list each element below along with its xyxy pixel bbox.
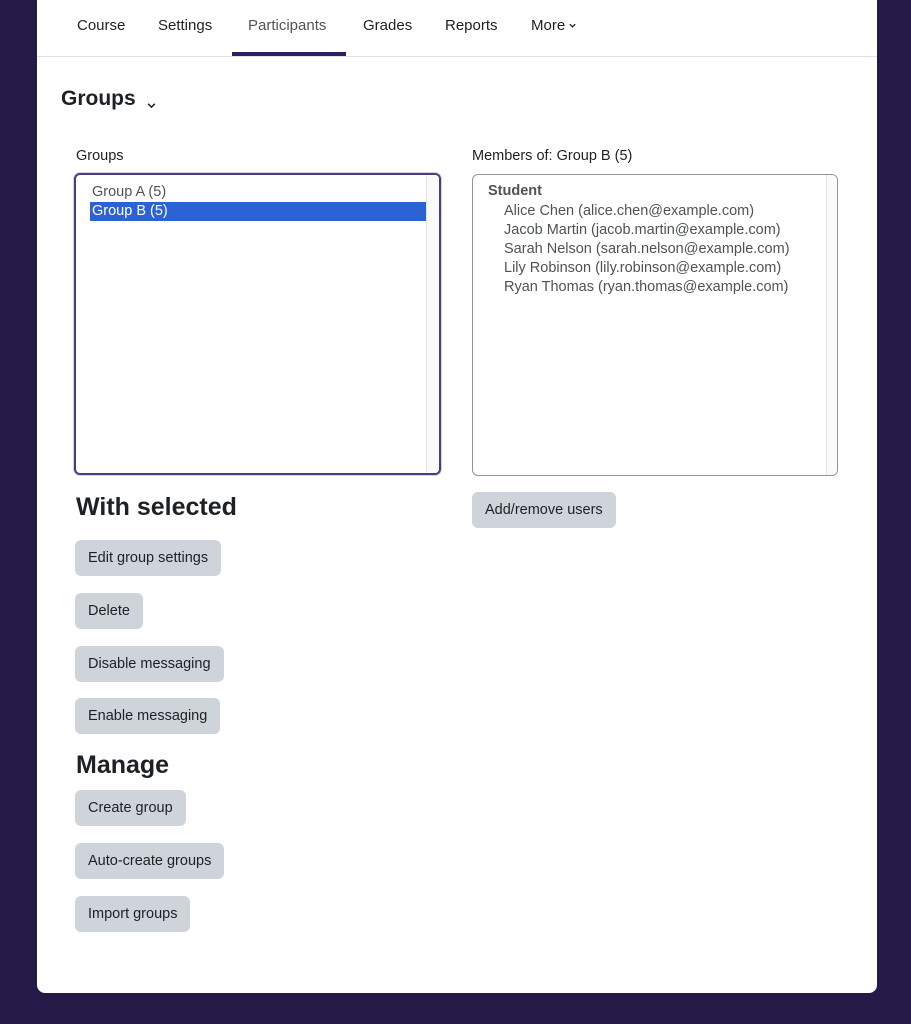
tab-settings[interactable]: Settings: [158, 17, 213, 34]
groups-select-list[interactable]: [74, 173, 441, 475]
disable-messaging-button[interactable]: Disable messaging: [75, 646, 224, 682]
group-option-selected[interactable]: Group B (5): [90, 202, 430, 221]
members-list-label: Members of: Group B (5): [472, 148, 633, 164]
member-option[interactable]: Lily Robinson (lily.robinson@example.com): [504, 260, 782, 276]
tab-participants[interactable]: Participants: [248, 17, 327, 34]
tab-grades[interactable]: Grades: [363, 17, 413, 34]
groups-list-scrollbar[interactable]: [426, 175, 439, 473]
create-group-button[interactable]: Create group: [75, 790, 186, 826]
members-select-list[interactable]: [472, 174, 838, 476]
import-groups-button[interactable]: Import groups: [75, 896, 190, 932]
course-secondary-navigation: [37, 0, 877, 57]
member-option[interactable]: Sarah Nelson (sarah.nelson@example.com): [504, 241, 790, 257]
add-remove-users-button[interactable]: Add/remove users: [472, 492, 616, 528]
manage-heading: Manage: [76, 751, 170, 779]
tab-course[interactable]: Course: [77, 17, 126, 34]
member-role-heading: Student: [488, 183, 542, 199]
members-list-scrollbar[interactable]: [826, 175, 837, 475]
active-tab-indicator: [232, 52, 346, 56]
chevron-down-icon[interactable]: [146, 98, 157, 116]
enable-messaging-button[interactable]: Enable messaging: [75, 698, 220, 734]
tab-more-label: More: [531, 17, 566, 34]
chevron-down-icon: [568, 0, 577, 52]
member-option[interactable]: Alice Chen (alice.chen@example.com): [504, 203, 755, 219]
with-selected-heading: With selected: [76, 493, 237, 521]
group-option[interactable]: Group A (5): [92, 184, 167, 200]
groups-list-label: Groups: [76, 148, 124, 164]
edit-group-settings-button[interactable]: Edit group settings: [75, 540, 221, 576]
tab-reports[interactable]: Reports: [445, 17, 498, 34]
auto-create-groups-button[interactable]: Auto-create groups: [75, 843, 224, 879]
delete-group-button[interactable]: Delete: [75, 593, 143, 629]
member-option[interactable]: Ryan Thomas (ryan.thomas@example.com): [504, 279, 789, 295]
tab-more[interactable]: [531, 0, 577, 56]
main-content-card: [37, 0, 877, 993]
page-title[interactable]: Groups: [61, 87, 136, 110]
member-option[interactable]: Jacob Martin (jacob.martin@example.com): [504, 222, 781, 238]
